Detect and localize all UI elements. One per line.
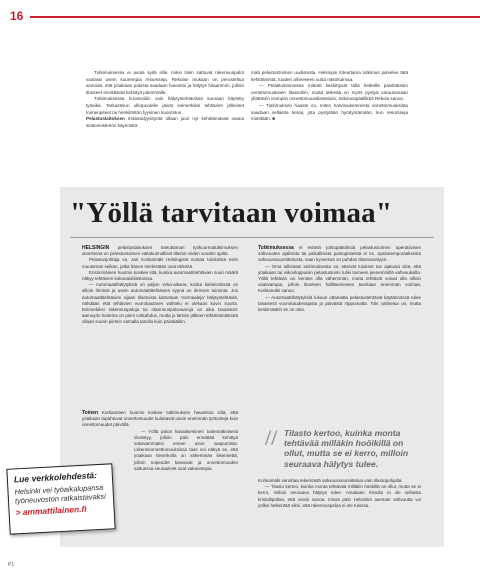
- paragraph: Tutkimuksessa ei esitetä johtopäätöksiä pelastustoimen operatiivisen vahvuuden ajalisista tai paikallisista painopisteistä ei ns. spatiotemporaalisesta vahvuussuunnittelusta, vaan kyseessä on puhdas tilastoanalyysi.: [258, 245, 421, 263]
- lead-word: HELSINGIN: [82, 245, 110, 251]
- feature-title: "Yöllä tarvitaan voimaa": [70, 197, 393, 229]
- paragraph: — Tutkimuksen haaste on, miten harvinaisemmista onnettomuuksista saadaan sellaista tietoa, jota pystytään hyödyntämään, kun resursseja mietitään. ■: [251, 102, 408, 122]
- pull-quote: Tilasto kertoo, kuinka monta tehtävää milläkin hoöikillä on ollut, mutta se ei kerro, milloin seuraava hälytys tulee.: [284, 428, 409, 469]
- paragraph: Pelastusjohtaja va. Jari Korkiamäki Helsingistä nostaa tuloksista esiin muutaman seikan, jotka hänen mielestään ovat tärkeitä.: [82, 257, 238, 269]
- feature-title-rule: [70, 237, 434, 238]
- paragraph: — Automaattihälytyksiä lukuun ottamatta pelastustehtäviä käytännössä tulee tasaisesti vuorokaudenajasta ja päivästä riippumatta. Toki vaihtelua on, mutta keskimäärin se on näin.: [258, 294, 421, 313]
- paragraph: HELSINGIN pelastuslaitoksen toteuttaman työkuormatutkimuksen aineistona on pelastustoimen valtakunnalliset tilastot viiden vuoden ajalta.: [82, 245, 238, 257]
- paragraph: Tutkimuksessa huomioiliin vain hälytystehtävissä suoraan käytetty työaika. Tarkastelun ulkopuolelle jäivät esimerkiksi tehtävien jälkeiset toimenpiteet tai henkilöstön fyysinen kuormitus.: [86, 96, 244, 115]
- feature-column-left: [82, 245, 238, 326]
- header-rule: [30, 16, 480, 18]
- quote-mark-icon: //: [265, 425, 278, 450]
- feature-column-right: [258, 245, 421, 313]
- paragraph: — Tilasto kertoo, kuinka monta tehtävää milläkin höökillä on ollut, mutta se ei kerro, milloin seuraava hälytys tulee. Ainakaan minulla ei ole sellaista kristallipalloa, että voisin sanoa, missä päin Helsinkiä aseman vahvuutta voi yölksi helkentää siksi, että rakennuspaloa ei ole tulossa.: [258, 484, 421, 508]
- footer-mark: P1: [8, 562, 15, 568]
- paragraph: — Automaattihälytyksiä on paljon virka-aikana, koska kiinteistöissä on silloin ihmisiä ja usein automaattitehtävien syynä on ihmisen toiminta. Jos automaattitehtävien sijaan tilastoista katsotaan 'normaaleja' hälytystehtäviä, nähdään että tehtävien vuorokautinen vaihtelu ei olekaan kovin suurta. Esimerkiksi rakennuspaloja tai rakennuspalovaaroja on aika tasaisesti: aamuyön tunteina on pieni notkahdus, mutta jo tämän jälkeen tehtävämääristä ollaan suurin piirtein samalla tasolla kuin päiväläikin.: [82, 282, 238, 325]
- lead-word: Pelastuslaitoksen: [86, 116, 125, 122]
- article-column-left: [86, 70, 244, 129]
- feature-column-right-lower: [258, 478, 421, 509]
- lead-word: Toinen: [82, 410, 99, 416]
- paragraph: Ensimmäinen huomio koskee sitä, kuinka automaattitehtävien suuri määrä näkyy tehtävien kokonaistilastoissa.: [82, 269, 238, 282]
- paragraph: — Pelastustoimessa mittarit keskittyvät tällä hetkellä päivittäisten onnettomuuksien tilastoihin, mutta tärkeää on myös pystyä varautumaan yllättäviin isompiin onnettomuustilanteisiin, tutkimuspäällikkö Rekola sanoo.: [251, 83, 408, 102]
- paragraph: mää pelastustoimen uudistusta. Helsingin toteuttama tutkimus palvelee tätä kehittämistä, tuoden aiheeseen uutta näkökulmaa.: [251, 70, 408, 82]
- paragraph: — Yöllä palon havaitseminen todennäköisesti viivästyy, jolloin palo ennättää kehittyä vakavammaksi ennen avun saapumista. Liikenneonnettomuuksissa taas voi näkyä se, että yöaikaan tieverkolla on vähemmän liikennettä, jolloin nopeudet kasvavat ja onnettomuuden sattuessa seuraukset ovat vakavampia.: [134, 428, 238, 471]
- promo-card[interactable]: [6, 463, 115, 534]
- paragraph: Toinen Korkiamäen huomio koskee tutkimuksen havaintoa siitä, että yöaikaan tapahtuvat onnettomuudet kuluttavat usein enemmän työtunteja kuin onnettomuudet päivällä.: [82, 410, 238, 428]
- page-number: 16: [10, 9, 24, 23]
- promo-heading: Lue verkkolehdestä:: [13, 470, 98, 485]
- paragraph: Pelastuslaitoksen riskianalyysityötä ollaan juuri nyt kehittämässä osana sisäministeriön käynnistä-: [86, 116, 244, 128]
- promo-text: Helsinki vei työaikalupansa työneuvoston ratkaistavaksi: [14, 482, 106, 506]
- article-column-right: [251, 70, 408, 123]
- lead-word: Tutkimuksessa: [258, 245, 294, 251]
- paragraph: — Oma tulkintani tutkimuksesta on, etteivät tulokset tue ajatusta siitä, että yöaikaan tai viikonloppuisin pelastustoimi tulisi toimeen pienemmillä vahvuuksilla. Yöllä tehtäviä voi kenties olla vähemmän, mutta tehtävät voivat olla silloin vaativampia, jolloin tilanteen hallitsemiseen tarvitaan enemmän voimaa, Korkiamäki sanoo.: [258, 263, 421, 294]
- promo-link[interactable]: > ammattilainen.fi: [15, 503, 87, 518]
- paragraph: Korkiamäki varoittaa tekemästä vahvuussuunnittelua vain tilastopohjalta.: [258, 478, 403, 483]
- paragraph: Tutkimuksessa ei avata syitä sille, miksi öisin sattuvat rakennuspalot vaativat usein suurempia resursseja. Rekolan mukaan on perusteltua arvioida, että yöaikaan palosta saadaan havainto ja hälytys hitaammin, jolloin tilanteet ennättävät kehittyä pitemmälle.: [86, 70, 244, 95]
